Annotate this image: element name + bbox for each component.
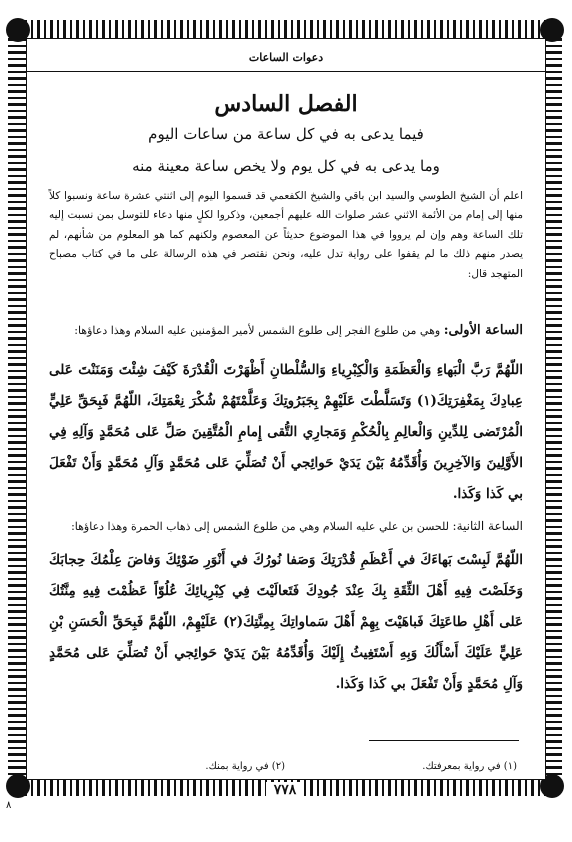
hour1-prayer: اللّهُمَّ رَبَّ الْبَهاءِ وَالْعَظَمَةِ وَالْكِبْرِياءِ وَالسُّلْطانِ أَظْهَرْتَ الْقُدْرَةَ كَيْفَ شِئْتَ وَمَنَنْتَ عَلى عِبادِكَ بِمَغْفِرَتِكَ(١) وَتَسَلَّطْتَ عَلَيْهِمْ بِجَبَرُوتِكَ وَعَلَّمْتَهُمْ شُكْرَ نِعْمَتِكَ، اللّهُمَّ فَبِحَقِّ عَلِيٍّ الْمُرْتَضى لِلدِّينِ وَالْعالِمِ بِالْحُكْمِ وَمَجارِي التُّقى إِمامِ الْمُتَّقِينَ صَلِّ عَلى مُحَمَّدٍ وَآلِهِ فِي الأَوَّلِينَ وَالآخِرِينَ وَأُقَدِّمُهُ بَيْنَ يَدَيْ حَوائِجي أَنْ تُصَلِّيَ عَلى مُحَمَّدٍ وَآلِ مُحَمَّدٍ وَأَنْ تَفْعَلَ بي كَذا وَكَذا.: [49, 362, 523, 502]
ornamental-border-right: [544, 38, 562, 778]
hour2-heading: الساعة الثانية:: [452, 519, 523, 533]
page-number: [4, 782, 566, 798]
footnote-1: (١) في رواية بمعرفتك.: [422, 761, 517, 772]
chapter-subtitle-1: فيما يدعى به في كل ساعة من ساعات اليوم: [148, 125, 424, 143]
chapter-title: الفصل السادس: [214, 91, 358, 117]
hour2-lead-text: للحسن بن علي عليه السلام وهي من طلوع الشمس إلى ذهاب الحمرة وهذا دعاؤها:: [71, 520, 450, 533]
margin-mark: ٨: [6, 800, 12, 811]
intro-paragraph: اعلم أن الشيخ الطوسي والسيد ابن باقي والشيخ الكفعمي قد قسموا اليوم إلى اثنتي عشرة ساعة ونسبوا كلاً منها إلى إمام من الأئمة الاثني عشر صلوات الله عليهم أجمعين، وذكروا لكلٍ منها دعاء للتوسل بمن نسبت إليه تلك الساعة وهم وإن لم يرووا في هذا الموضوع حديثاً عن المعصوم ولكنهم كما هو المعلوم من شأنهم، لم يصدر منهم ذلك ما لم يقفوا على رواية تدل عليه، ونحن نقتصر في هذه الرسالة على ما في كتاب مصباح المتهجد قال:: [49, 190, 523, 280]
page-number-text: ٧٧٨: [266, 782, 305, 798]
running-title: دعوات الساعات: [243, 51, 329, 64]
footnote-rule: [369, 740, 519, 741]
ornamental-border-left: [8, 38, 26, 778]
ornamental-border-top: [24, 20, 546, 38]
hour2-lead: [49, 517, 523, 536]
text-area: [26, 38, 546, 780]
running-header: [27, 53, 545, 72]
hour1-lead: [49, 321, 523, 340]
hour1-lead-text: وهي من طلوع الفجر إلى طلوع الشمس لأمير المؤمنين عليه السلام وهذا دعاؤها:: [74, 324, 441, 337]
chapter-subtitle-2: وما يدعى به في كل يوم ولا يخص ساعة معينة منه: [132, 157, 440, 175]
hour2-prayer: اللّهُمَّ لَبِسْتَ بَهاءَكَ في أَعْظَمِ قُدْرَتِكَ وَصَفا نُورُكَ في أَنْوَرِ ضَوْئِكَ وَفاضَ عِلْمُكَ حِجابَكَ وَخَلَصْتَ فِيهِ أَهْلَ الثِّقَةِ بِكَ عِنْدَ جُودِكَ فَتَعالَيْتَ فِي كِبْرِيائِكَ عُلُوّاً عَظُمْتَ فِيهِ مِنَّتُكَ عَلى أَهْلِ طاعَتِكَ فَباهَيْتَ بِهِمْ أَهْلَ سَماواتِكَ بِمِنَّتِكَ(٢) عَلَيْهِمْ، اللّهُمَّ فَبِحَقِّ الْحَسَنِ بْنِ عَلِيٍّ عَلَيْكَ أَسْأَلُكَ وَبِهِ أَسْتَغِيثُ إِلَيْكَ وَأُقَدِّمُهُ بَيْنَ يَدَيْ حَوائِجي أَنْ تُصَلِّيَ عَلى مُحَمَّدٍ وَآلِ مُحَمَّدٍ وَأَنْ تَفْعَلَ بي كَذا وَكَذا.: [49, 552, 524, 692]
page-frame: [4, 4, 566, 830]
footnote-2: (٢) في رواية بمنك.: [205, 761, 285, 772]
hour1-heading: الساعة الأولى:: [443, 323, 523, 338]
